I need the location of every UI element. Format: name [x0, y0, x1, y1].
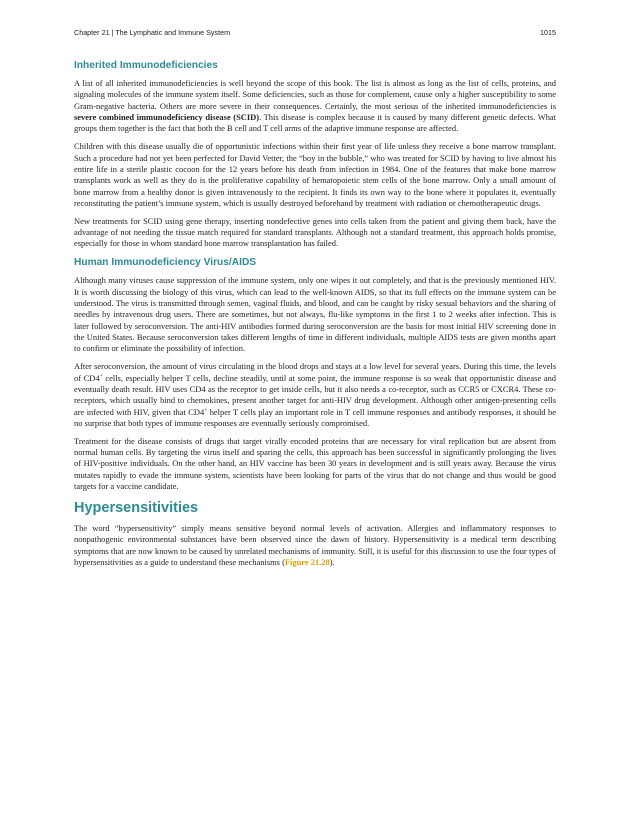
superscript: + [99, 372, 103, 379]
main-content [74, 59, 556, 575]
paragraph: Although many viruses cause suppression of the immune system, only one wipes it out completely, and that is the previously mentioned HIV. It is worth discussing the biology of this virus, which can lead to the well-known AIDS, so that its full effects on the immune system can be understood. The virus is transmitted through semen, vaginal fluids, and blood, and can be caught by risky sexual behaviors and the sharing of needles by intravenous drug users. There are sometimes, but not always, flu-like symptoms in the first 1 to 2 weeks after infection. This is later followed by seroconversion. The anti-HIV antibodies formed during seroconversion are the basis for most initial HIV screening done in the United States. Because seroconversion takes different lengths of time in different individuals, multiple AIDS tests are given months apart to confirm or eliminate the possibility of infection. [74, 275, 556, 354]
section-heading-inherited: Inherited Immunodeficiencies [74, 60, 218, 71]
paragraph [74, 361, 556, 429]
chapter-label: Chapter 21 [74, 28, 110, 37]
text-run: . This disease is complex because it is caused by many different genetic defects. What groups them together is the fact that both the B cell and T cell arms of the adaptive immune response are affected. [74, 112, 556, 134]
running-header [74, 28, 556, 38]
section-heading-hiv: Human Immunodeficiency Virus/AIDS [74, 257, 257, 269]
paragraph: Children with this disease usually die of opportunistic infections within their first year of life unless they receive a bone marrow transplant. Such a procedure had not yet been perfected for David Vetter, the “boy in the bubble,” who was treated for SCID by having to live almost his entire life in a sterile plastic cocoon for the 12 years before his death from infection in 1984. One of the features that make bone marrow transplants work as well as they do is the proliferative capability of hematopoietic stem cells of the bone marrow. Only a small amount of bone marrow from a healthy donor is given intravenously to the recipient. It finds its own way to the bone where it populates it, eventually reconstituting the patient’s immune system, which is usually destroyed beforehand by treatment with radiation or chemotherapeutic drugs. [74, 141, 556, 208]
bold-term: severe combined immunodeficiency disease (SCID) [74, 112, 260, 123]
text-run: helper T cells play an important role in T cell immune responses and antibody responses, it should be no surprise that both types of immune responses are eventually seriously compromised. [74, 406, 556, 428]
paragraph: New treatments for SCID using gene therapy, inserting nondefective genes into cells taken from the patient and giving them back, have the advantage of not needing the tissue match required for standard transplants. Although not a standard treatment, this approach holds promise, especially for those in whom standard bone marrow transplantation has failed. [74, 215, 556, 249]
chapter-title: The Lymphatic and Immune System [115, 28, 231, 37]
paragraph [74, 523, 556, 568]
text-run: A list of all inherited immunodeficiencies is well beyond the scope of this book. The list is almost as long as the list of cells, proteins, and signaling molecules of the immune system itself. Some deficiencies, such as those for complement, cause only a higher susceptibility to some Gram-negative bacteria. Others are more severe in their consequences. Certainly, the most serious of the inherited immunodeficiencies is [74, 78, 556, 111]
text-run: The word “hypersensitivity” simply means sensitive beyond normal levels of activation. Allergies and inflammatory responses to nonpathogenic environmental substances have been observed since the dawn of history. Hypersensitivity is a medical term describing symptoms that are now known to be caused by unrelated mechanisms of immunity. Still, it is useful for this discussion to use the four types of hypersensitivities as a guide to understand these mechanisms ( [74, 523, 556, 568]
text-run: After seroconversion, the amount of virus circulating in the blood drops and stays at a low level for several years. During this time, the levels of CD4 [74, 361, 556, 383]
paragraph: Treatment for the disease consists of drugs that target virally encoded proteins that are necessary for viral replication but are absent from normal human cells. By targeting the virus itself and sparing the cells, this approach has been successful in significantly prolonging the lives of HIV-positive individuals. On the other hand, an HIV vaccine has been 30 years in development and is still years away. Because the virus mutates rapidly to evade the immune system, scientists have been looking for parts of the virus that do not change and thus would be good targets for a vaccine candidate. [74, 435, 556, 492]
text-run: ). [329, 557, 335, 568]
header-chapter [74, 28, 230, 37]
text-run: cells, especially helper T cells, decline steadily, until at some point, the immune response is so weak that opportunistic disease and eventually death result. HIV uses CD4 as the receptor to get inside cells, but it also needs a co-receptor, such as CCR5 or CXCR4. These co-receptors, which usually bind to chemokines, present another target for anti-HIV drug development. Although other antigen-presenting cells are infected with HIV, given that CD4 [74, 372, 557, 417]
paragraph [74, 78, 556, 135]
superscript: + [204, 406, 208, 413]
header-separator: | [109, 28, 116, 37]
page-number: 1015 [540, 28, 556, 37]
figure-link[interactable]: Figure 21.28 [284, 557, 330, 568]
section-heading-hypersensitivities: Hypersensitivities [74, 500, 199, 516]
